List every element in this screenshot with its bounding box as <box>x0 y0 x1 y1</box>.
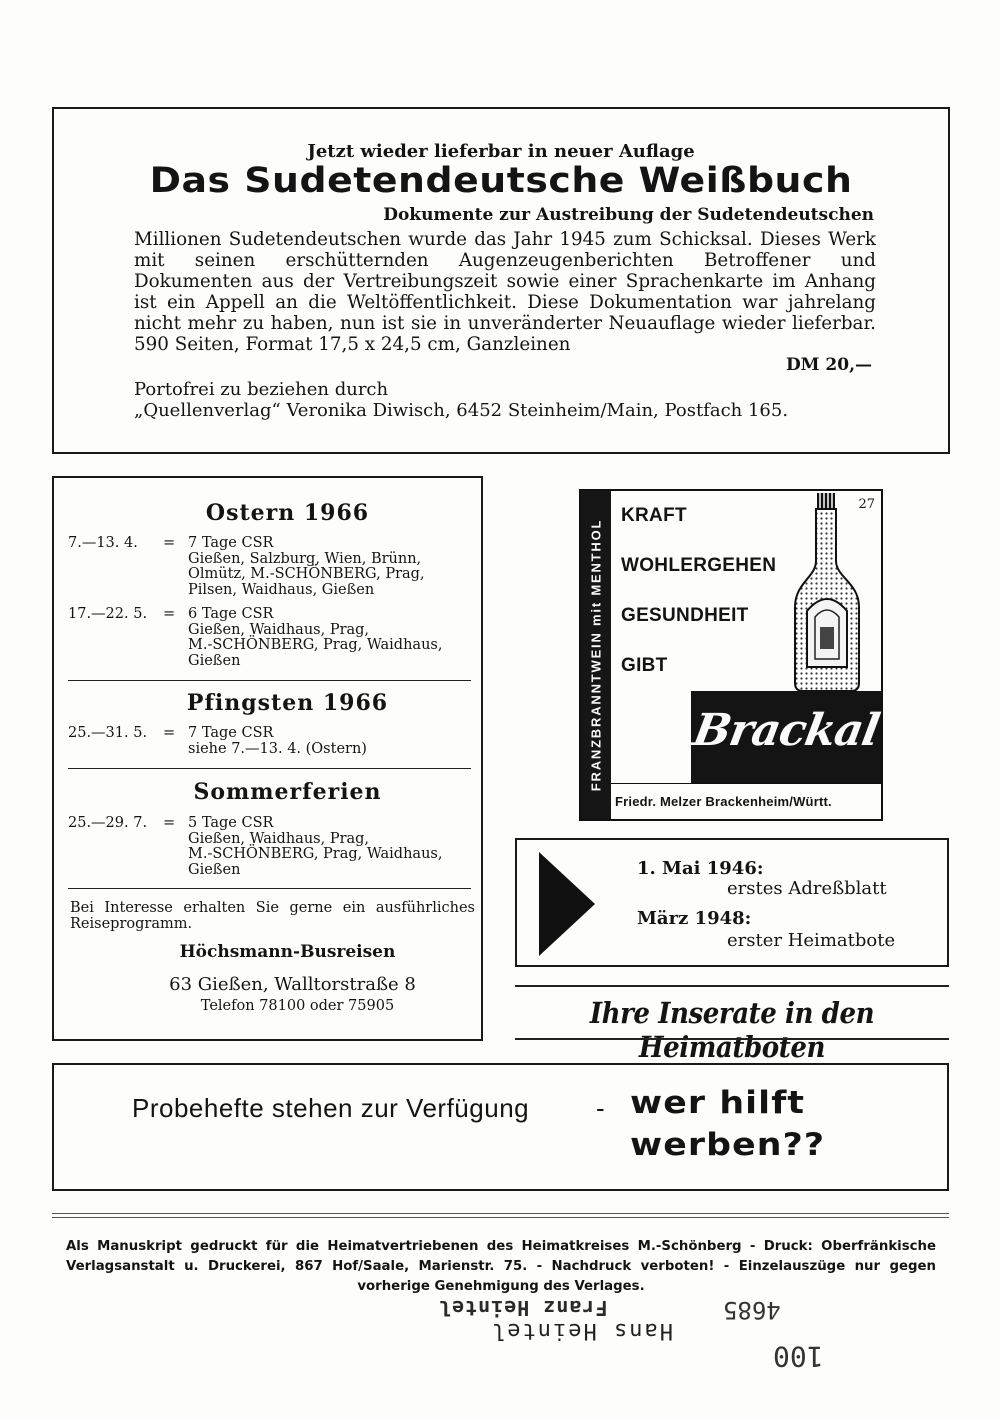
bottle-icon <box>789 491 865 695</box>
section-heading-ostern: Ostern 1966 <box>205 500 370 526</box>
probehefte-dash: - <box>596 1093 605 1123</box>
trip-equals: = <box>163 725 176 741</box>
probehefte-bold-line1: wer hilft <box>630 1085 806 1121</box>
brackal-word-gesundheit: GESUNDHEIT <box>621 605 749 626</box>
brackal-logo-panel <box>691 691 881 783</box>
section-heading-sommerferien: Sommerferien <box>193 779 382 805</box>
section-heading-pfingsten: Pfingsten 1966 <box>186 690 389 716</box>
date-1946: 1. Mai 1946: <box>637 858 764 879</box>
weissbuch-subtitle: Dokumente zur Austreibung der Sudetendeutschen <box>383 205 874 225</box>
brackal-footer: Friedr. Melzer Brackenheim/Württ. <box>615 794 832 809</box>
weissbuch-price: DM 20,— <box>785 355 872 375</box>
divider <box>68 768 471 769</box>
triangle-arrow-icon <box>537 850 597 958</box>
trip-description: 7 Tage CSR siehe 7.—13. 4. (Ostern) <box>188 725 367 757</box>
brackal-word-kraft: KRAFT <box>621 505 687 526</box>
divider <box>52 1213 949 1214</box>
divider <box>68 888 471 889</box>
trip-equals: = <box>163 606 176 622</box>
busreisen-ad <box>52 476 483 1041</box>
trip-dates: 17.—22. 5. <box>68 606 148 622</box>
imprint: Als Manuskript gedruckt für die Heimatvertriebenen des Heimatkreises M.-Schönberg - Druck: Oberfränkische Verlagsanstalt u. Druckerei, 867 Hof/Saale, Marienstr. 75. - Nachdruck verboten! - Einzelauszüge nur gegen vorherige Genehmigung des Verlages. <box>66 1239 936 1294</box>
weissbuch-body: Millionen Sudetendeutschen wurde das Jahr 1945 zum Schicksal. Dieses Werk mit seinen erschütternden Augenzeugenberichten Betroffener und Dokumenten aus der Vertreibungszeit sowie einer Sprachenkarte im Anhang ist ein Appell an die Weltöffentlichkeit. Diese Dokumentation war jahrelang nicht mehr zu haben, nun ist sie in unveränderter Neuauflage wieder lieferbar. 590 Seiten, Format 17,5 x 24,5 cm, Ganzleinen <box>134 229 876 355</box>
stamp-number-2: 100 <box>773 1340 824 1373</box>
weissbuch-order-line2: „Quellenverlag“ Veronika Diwisch, 6452 Steinheim/Main, Postfach 165. <box>134 400 789 421</box>
divider <box>515 1038 949 1040</box>
probehefte-text: Probehefte stehen zur Verfügung <box>132 1093 530 1123</box>
dates-ad <box>515 838 949 967</box>
trip-description: 7 Tage CSR Gießen, Salzburg, Wien, Brünn, Olmütz, M.-SCHÖNBERG, Prag, Pilsen, Waidhaus, Gießen <box>188 535 425 598</box>
stamp-name-2: Hans Heintel <box>490 1318 673 1343</box>
bus-phone: Telefon 78100 oder 75905 <box>200 998 395 1014</box>
brackal-ad <box>579 489 883 821</box>
divider <box>515 985 949 987</box>
date-1948-text: erster Heimatbote <box>727 930 896 951</box>
trip-equals: = <box>163 535 176 551</box>
trip-dates: 25.—31. 5. <box>68 725 148 741</box>
stamp-name-1: Franz Heintel <box>438 1296 608 1320</box>
bus-address: 63 Gießen, Walltorstraße 8 <box>169 974 416 995</box>
brackal-word-gibt: GIBT <box>621 655 668 676</box>
divider <box>68 680 471 681</box>
slogan: Ihre Inserate in den Heimatboten <box>589 996 875 1064</box>
weissbuch-title: Das Sudetendeutsche Weißbuch <box>149 161 853 201</box>
date-1948: März 1948: <box>637 908 752 929</box>
stamp-number-1: 4685 <box>723 1296 781 1324</box>
trip-equals: = <box>163 815 176 831</box>
weissbuch-order-line1: Portofrei zu beziehen durch <box>134 379 389 400</box>
brackal-logo: Brackal <box>689 705 883 756</box>
probehefte-bold-line2: werben?? <box>630 1127 826 1163</box>
bus-info-text: Bei Interesse erhalten Sie gerne ein ausführliches Reiseprogramm. <box>70 900 475 932</box>
divider <box>52 1217 949 1218</box>
trip-dates: 25.—29. 7. <box>68 815 148 831</box>
bus-company-name: Höchsmann-Busreisen <box>179 942 396 962</box>
divider <box>611 783 881 784</box>
trip-description: 6 Tage CSR Gießen, Waidhaus, Prag, M.-SCHÖNBERG, Prag, Waidhaus, Gießen <box>188 606 443 669</box>
date-1946-text: erstes Adreßblatt <box>727 878 887 899</box>
probehefte-ad <box>52 1063 949 1191</box>
brackal-number: 27 <box>858 497 875 512</box>
weissbuch-kicker: Jetzt wieder lieferbar in neuer Auflage <box>307 141 695 162</box>
trip-dates: 7.—13. 4. <box>68 535 138 551</box>
brackal-side-strip <box>581 491 611 819</box>
brackal-side-text: FRANZBRANNTWEIN mit MENTHOL <box>588 518 604 792</box>
trip-description: 5 Tage CSR Gießen, Waidhaus, Prag, M.-SCHÖNBERG, Prag, Waidhaus, Gießen <box>188 815 443 878</box>
weissbuch-ad <box>52 107 950 454</box>
brackal-word-wohlergehen: WOHLERGEHEN <box>621 555 777 576</box>
